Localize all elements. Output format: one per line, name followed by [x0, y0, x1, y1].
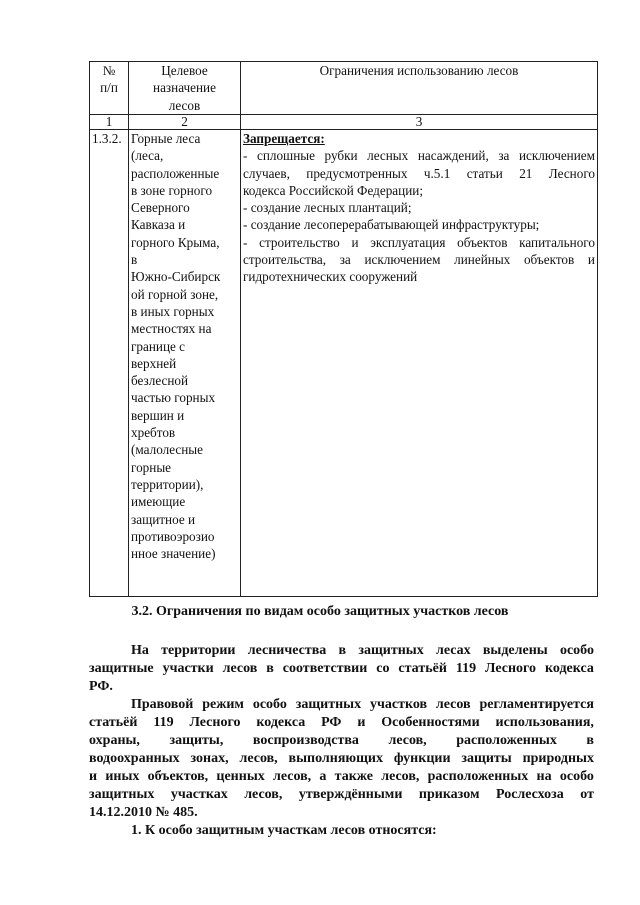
purpose-line: противоэрозио — [131, 528, 215, 544]
purpose-line: хребтов — [131, 425, 176, 441]
purpose-line: безлесной — [131, 373, 189, 389]
header-purpose-line: лесов — [168, 97, 201, 113]
purpose-line: ой горной зоне, — [131, 286, 219, 302]
purpose-line: Горные леса — [131, 131, 201, 146]
list-item-1: 1. К особо защитным участкам лесов относятся: — [131, 823, 437, 838]
header-num-line: № — [102, 63, 116, 78]
purpose-line: вершин и — [131, 407, 185, 423]
purpose-line: (малолесные — [131, 442, 204, 458]
paragraph-line: На территории лесничества в защитных лесах выделены особо — [131, 643, 594, 658]
paragraph-line: водоохранных зонах, лесов, выполняющих функции защиты природных — [89, 751, 594, 766]
restriction-line: - сплошные рубки лесных насаждений, за исключением — [243, 148, 595, 164]
restriction-line: гидротехнических сооружений — [243, 269, 418, 285]
restriction-line: - создание лесоперерабатывающей инфраструктуры; — [243, 217, 540, 233]
column-number: 1 — [90, 115, 129, 130]
section-title: 3.2. Ограничения по видам особо защитных участков лесов — [131, 604, 509, 619]
row-number: 1.3.2. — [90, 130, 129, 597]
column-number: 2 — [129, 115, 241, 130]
paragraph-line: защитных участках лесов, утверждёнными приказом Рослесхоза от — [89, 787, 594, 802]
purpose-line: горные — [131, 459, 172, 475]
paragraph-2 — [89, 696, 594, 822]
row-purpose — [129, 130, 241, 597]
purpose-line: Северного — [131, 200, 190, 216]
header-limits: Ограничения использованию лесов — [241, 62, 598, 115]
restrictions-table — [89, 61, 598, 597]
purpose-line: в — [131, 252, 138, 268]
paragraph-line: 14.12.2010 № 485. — [89, 805, 198, 820]
purpose-line: Южно-Сибирск — [131, 269, 221, 285]
purpose-line: защитное и — [131, 511, 196, 527]
table-header-row — [90, 62, 598, 115]
restriction-line: строительства, за исключением линейных объектов и — [243, 252, 595, 268]
purpose-line: имеющие — [131, 494, 186, 510]
purpose-line: Кавказа и — [131, 217, 186, 233]
paragraph-1 — [89, 642, 594, 696]
restriction-line: кодекса Российской Федерации; — [243, 182, 423, 198]
paragraph-line: защитные участки лесов в соответствии со статьёй 119 Лесного кодекса — [89, 661, 594, 676]
purpose-line: нное значение) — [131, 546, 216, 562]
purpose-line: в зоне горного — [131, 182, 213, 198]
restriction-line: случаев, предусмотренных ч.5.1 статьи 21 Лесного — [243, 165, 595, 181]
header-purpose-line: Целевое — [161, 63, 208, 78]
paragraph-line: РФ. — [89, 679, 113, 694]
row-restrictions — [241, 130, 598, 597]
restriction-line: - создание лесных плантаций; — [243, 200, 412, 216]
table-row — [90, 130, 598, 597]
header-purpose-line: назначение — [153, 80, 216, 96]
purpose-line: верхней — [131, 355, 177, 371]
purpose-line: (леса, — [131, 148, 164, 164]
purpose-line: в иных горных — [131, 303, 215, 319]
purpose-line: территории), — [131, 476, 204, 492]
paragraph-line: Правовой режим особо защитных участков лесов регламентируется — [131, 697, 594, 712]
header-purpose — [129, 62, 241, 115]
column-number-row — [90, 115, 598, 130]
column-number: 3 — [241, 115, 598, 130]
paragraph-line: статьёй 119 Лесного кодекса РФ и Особенностями использования, — [89, 715, 594, 730]
purpose-line: частью горных — [131, 390, 216, 406]
restriction-title: Запрещается: — [243, 131, 325, 146]
restriction-list — [243, 147, 595, 285]
paragraph-line: охраны, защиты, воспроизводства лесов, расположенных в — [89, 733, 594, 748]
purpose-line: границе с — [131, 338, 186, 354]
paragraph-line: и иных объектов, ценных лесов, а также лесов, расположенных на особо — [89, 769, 594, 784]
restriction-line: - строительство и эксплуатация объектов капитального — [243, 234, 595, 250]
header-num — [90, 62, 129, 115]
purpose-line: расположенные — [131, 165, 220, 181]
purpose-line: местностях на — [131, 321, 212, 337]
header-num-line: п/п — [100, 80, 118, 96]
purpose-line: горного Крыма, — [131, 234, 220, 250]
